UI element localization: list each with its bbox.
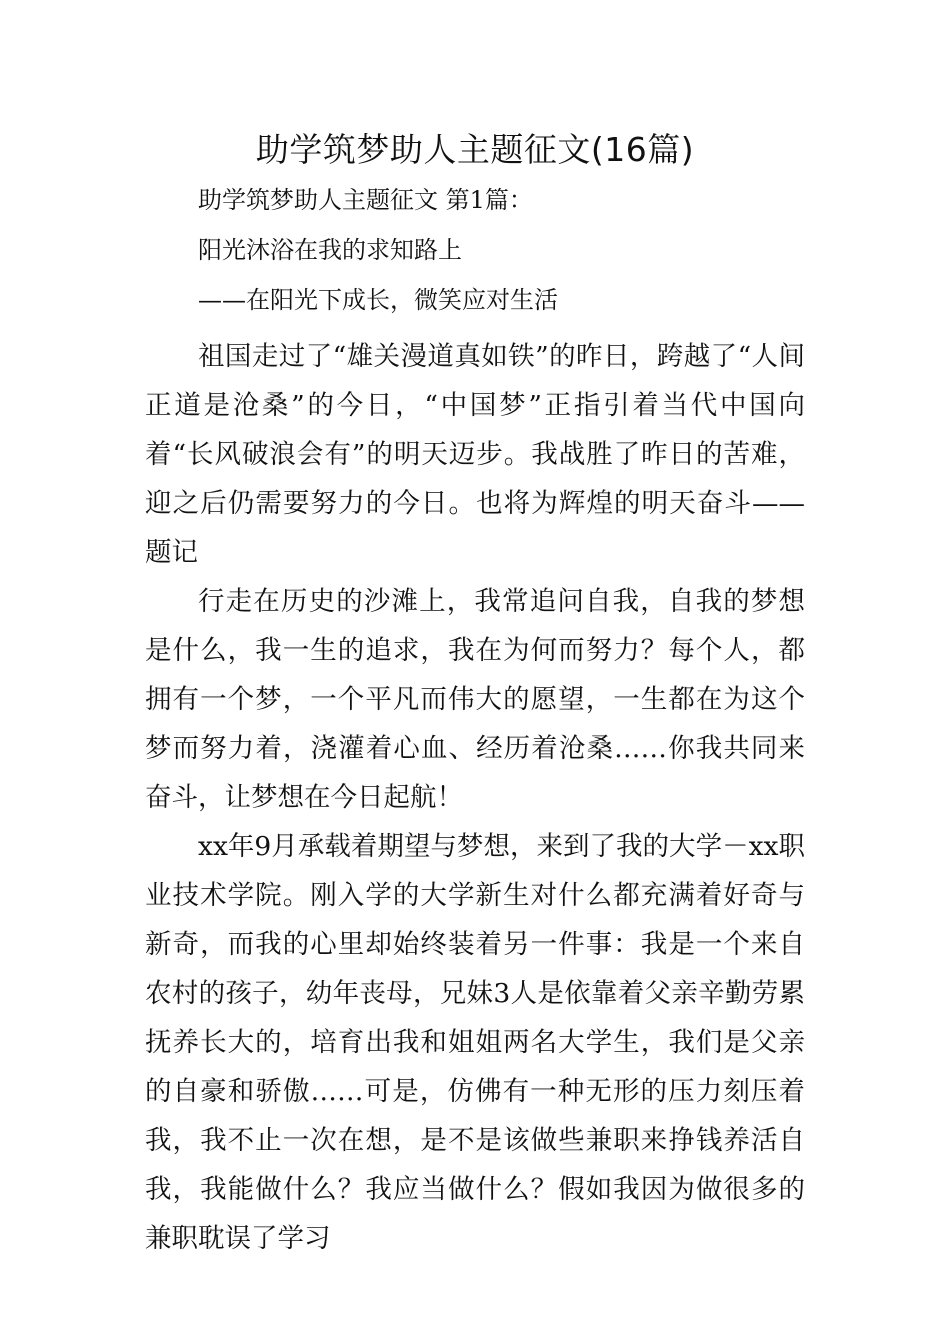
essay-heading: 助学筑梦助人主题征文 第1篇： [198,186,533,214]
essay-body [145,332,805,1263]
essay-subtitle: ——在阳光下成长，微笑应对生活 [198,286,558,314]
paragraph-3: xx年9月承载着期望与梦想，来到了我的大学－xx职业技术学院。刚入学的大学新生对什么都充满着好奇与新奇，而我的心里却始终装着另一件事：我是一个来自农村的孩子，幼年丧母，兄妹3人是依靠着父亲辛勤劳累抚养长大的，培育出我和姐姐两名大学生，我们是父亲的自豪和骄傲……可是，仿佛有一种无形的压力刻压着我，我不止一次在想，是不是该做些兼职来挣钱养活自我，我能做什么？我应当做什么？假如我因为做很多的兼职耽误了学习 [145,831,805,1254]
paragraph-2: 行走在历史的沙滩上，我常追问自我，自我的梦想是什么，我一生的追求，我在为何而努力？每个人，都拥有一个梦，一个平凡而伟大的愿望，一生都在为这个梦而努力着，浇灌着心血、经历着沧桑……你我共同来奋斗，让梦想在今日起航！ [145,586,805,813]
paragraph-1: 祖国走过了“雄关漫道真如铁”的昨日，跨越了“人间正道是沧桑”的今日，“中国梦”正指引着当代中国向着“长风破浪会有”的明天迈步。我战胜了昨日的苦难，迎之后仍需要努力的今日。也将为辉煌的明天奋斗——题记 [145,341,805,568]
essay-title: 阳光沐浴在我的求知路上 [198,236,462,264]
document-title: 助学筑梦助人主题征文(16篇) [255,130,695,169]
